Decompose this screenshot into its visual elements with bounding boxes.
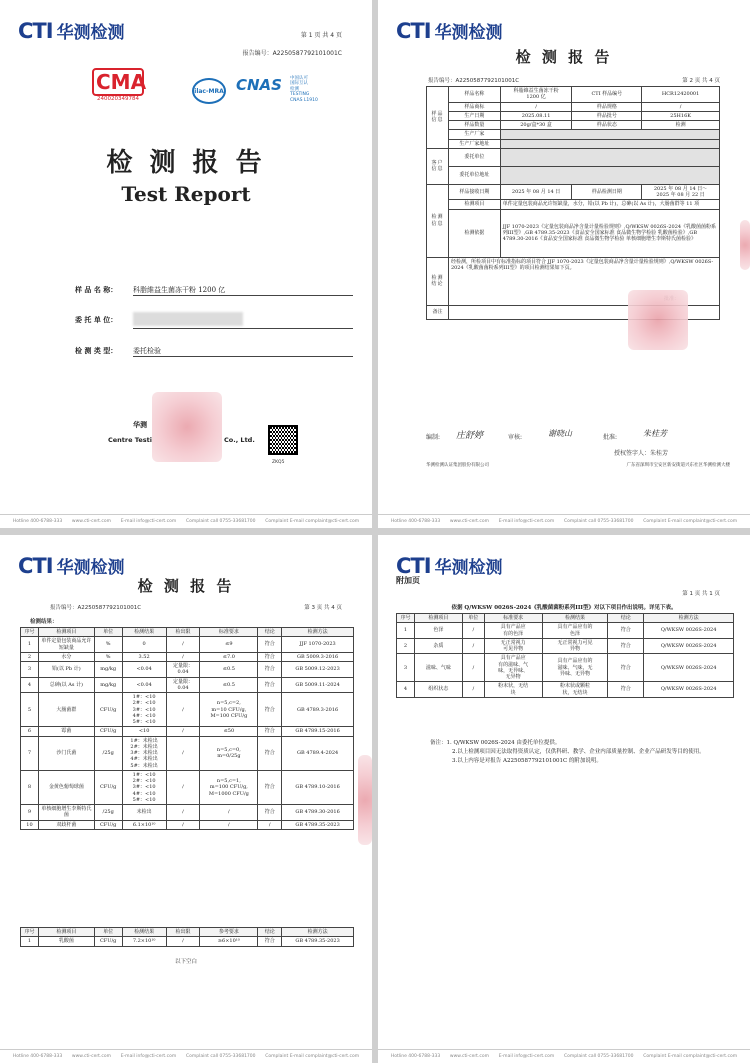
- table-cell: 滋味、气味: [414, 654, 462, 682]
- editor-signature: 庄舒婷: [456, 431, 484, 441]
- cti-logo-text: CTI: [18, 18, 53, 43]
- cell: 委托单位: [448, 148, 500, 166]
- table-cell: 7: [21, 736, 39, 770]
- cma-logo: CMA 240020349784: [92, 68, 144, 102]
- table-cell: GB 4789.15-2016: [282, 727, 354, 736]
- table-cell: 符合: [258, 770, 282, 804]
- table-cell: 组织状态: [414, 682, 462, 698]
- sample-value: 科脂維益生菌冻干粉 1200 亿: [133, 285, 353, 296]
- table-cell: 3: [21, 662, 39, 678]
- footer-hotline: Hotline 400-6788-333: [390, 1054, 441, 1059]
- ilac-mra-logo: ilac-MRA: [192, 78, 226, 104]
- table-cell: 10: [21, 820, 39, 829]
- table-cell: 双歧杆菌: [38, 820, 94, 829]
- table-cell: 3: [397, 654, 415, 682]
- table-cell: GB 4789.4-2024: [282, 736, 354, 770]
- footer-email[interactable]: E-mail info@cti-cert.com: [498, 1054, 555, 1059]
- cti-logo: [396, 18, 503, 43]
- table-cell: /: [258, 820, 282, 829]
- table-cell: 粉末状或颗粒 状，无结块: [542, 682, 608, 698]
- cell: 样品名称: [448, 87, 500, 103]
- redacted: [500, 166, 719, 184]
- brand-cn: 华测检测: [56, 558, 125, 578]
- cell: 委托单位地址: [448, 166, 500, 184]
- table-cell: /25g: [94, 736, 122, 770]
- cell: 2025 年 08 月 14 日: [500, 184, 572, 200]
- cell: 样品接收日期: [448, 184, 500, 200]
- table-row: [397, 638, 734, 654]
- cell: 生产日期: [448, 111, 500, 120]
- table-cell: Q/WKSW 0026S-2024: [644, 654, 734, 682]
- conclusion-text: 经检测，所检项目中有标准指标的项目符合 JJF 1070-2023《定量包装商品净含量计量检验规则》,Q/WKSW 0026S-2024《乳酸菌菌粉系列III型》的项目检测结果如下页。: [450, 258, 714, 271]
- cell: /: [642, 102, 720, 111]
- table-cell: 符合: [258, 677, 282, 693]
- table-cell: 符合: [258, 937, 282, 946]
- page-number: 第 1 页 共 1 页: [682, 591, 720, 597]
- table-row: [21, 693, 354, 727]
- brand-cn: 华测检测: [434, 23, 503, 43]
- section-sample: 样品信息: [427, 87, 449, 149]
- table-cell: 大肠菌群: [38, 693, 94, 727]
- company-cn: 华测: [133, 420, 147, 429]
- table-cell: /: [166, 693, 200, 727]
- table-cell: 6.1×10¹⁰: [122, 820, 166, 829]
- table-row: [21, 677, 354, 693]
- cell: 生产厂家地址: [448, 139, 500, 148]
- cnas-logo: CNAS: [236, 76, 282, 94]
- type-value: 委托检验: [133, 346, 353, 357]
- table-cell: 9: [21, 805, 39, 821]
- brand-cn: 华测检测: [434, 558, 503, 578]
- appendix-table: [396, 613, 734, 698]
- table-cell: CFU/g: [94, 770, 122, 804]
- table-cell: 1: [21, 637, 39, 653]
- results-label: 检测结果：: [30, 619, 58, 625]
- table-cell: JJF 1070-2023: [282, 637, 354, 653]
- cell: 2025.08.11: [500, 111, 572, 120]
- table-cell: ≤0.5: [200, 662, 258, 678]
- appendix-table-title: 依据 Q/WKSW 0026S-2024《乳酸菌菌粉系列III型》对以下项目作出说明。详见下表。: [451, 605, 677, 611]
- table-cell: 符合: [258, 637, 282, 653]
- table-cell: 符合: [608, 638, 644, 654]
- table-cell: 定量限： 0.04: [166, 677, 200, 693]
- table-cell: 无正常视力 可见异物: [484, 638, 542, 654]
- table-row: [21, 736, 354, 770]
- table-cell: <10: [122, 727, 166, 736]
- note-line: 2.以上检测项目因无法取得资质认定，仅供科研、教学、企业内部质量控制、企业产品研发等目的使用。: [452, 748, 705, 755]
- table-cell: /: [200, 820, 258, 829]
- cell: 检测: [642, 121, 720, 130]
- lactic-table: [20, 927, 354, 947]
- column-header: 序号: [397, 614, 415, 623]
- table-cell: %: [94, 652, 122, 661]
- footer-hotline: Hotline 400-6788-333: [12, 1054, 63, 1059]
- cell: 生产厂家: [448, 130, 500, 139]
- table-cell: 金黄色葡萄球菌: [38, 770, 94, 804]
- table-cell: 3.52: [122, 652, 166, 661]
- column-header: 检测结果: [122, 628, 166, 637]
- section-conclusion: 检测结论: [427, 257, 449, 305]
- table-cell: ≤7.0: [200, 652, 258, 661]
- table-cell: 具有产品应有的 色泽: [542, 623, 608, 639]
- table-cell: mg/kg: [94, 677, 122, 693]
- column-header: 检测方法: [644, 614, 734, 623]
- table-row: [21, 662, 354, 678]
- column-header: 检出限: [166, 628, 200, 637]
- table-cell: CFU/g: [94, 693, 122, 727]
- table-row: [21, 805, 354, 821]
- footer-www[interactable]: www.cti-cert.com: [71, 1054, 111, 1059]
- table-row: [21, 770, 354, 804]
- cell: 科脂維益生菌冻干粉 1200 亿: [500, 87, 572, 103]
- address-footer: 广东省深圳市宝安区新安街道兴东社区华测检测大楼: [626, 463, 730, 468]
- redacted: [500, 130, 719, 139]
- cell: 25H16K: [642, 111, 720, 120]
- table-cell: /: [462, 638, 484, 654]
- table-cell: %: [94, 637, 122, 653]
- title-cn: 检 测 报 告: [106, 148, 266, 178]
- table-cell: GB 4789.10-2016: [282, 770, 354, 804]
- footer-complaint: Complaint call 0755-33681700: [563, 519, 634, 524]
- column-header: 检出限: [166, 928, 200, 937]
- column-header: 参考要求: [200, 928, 258, 937]
- page-number: 第 2 页 共 4 页: [682, 78, 720, 84]
- table-cell: GB 4789.35-2023: [282, 937, 354, 946]
- table-cell: 符合: [258, 736, 282, 770]
- company-en-suffix: Co., Ltd.: [224, 436, 255, 444]
- table-row: [21, 637, 354, 653]
- cma-number: 240020349784: [97, 96, 139, 102]
- table-cell: <0.04: [122, 662, 166, 678]
- cell: 2025 年 08 月 14 日～ 2025 年 08 月 22 日: [642, 184, 720, 200]
- column-header: 标准要求: [484, 614, 542, 623]
- cell: JJF 1070-2023《定量包装商品净含量计量检验规则》,Q/WKSW 0026S-2024《乳酸菌菌粉系列III型》,GB 4789.35-2023《食品安全国家标准 食品微生物学检验 乳酸菌检验》,GB 4789.30-2016《食品安全国家标准 食品微生物学检验 单核细胞增生李斯特氏菌检验》: [500, 209, 719, 257]
- table-cell: 2: [21, 652, 39, 661]
- report-results-page: [0, 535, 372, 1063]
- table-row: [21, 937, 354, 946]
- table-cell: /: [166, 637, 200, 653]
- report-number: 报告编号：A2250587792101001C: [50, 605, 142, 611]
- table-cell: 4: [397, 682, 415, 698]
- table-cell: 符合: [258, 662, 282, 678]
- table-cell: /: [462, 623, 484, 639]
- cti-logo-text: CTI: [396, 553, 431, 578]
- report-number: 报告编号：A2250587792101001C: [242, 50, 342, 57]
- column-header: 检测结果: [122, 928, 166, 937]
- blank-below: 以下空白: [174, 959, 197, 965]
- table-cell: 1#：<10 2#：<10 3#：<10 4#：<10 5#：<10: [122, 770, 166, 804]
- footer-complaint: Complaint call 0755-33681700: [185, 519, 256, 524]
- client-value-redacted: [133, 312, 243, 326]
- column-header: 标准要求: [200, 628, 258, 637]
- client-label: 委 托 单 位：: [75, 315, 118, 324]
- table-cell: 霉菌: [38, 727, 94, 736]
- company-footer: 华测检测认证集团股份有限公司: [426, 463, 489, 468]
- table-cell: 符合: [258, 693, 282, 727]
- brand-cn: 华测检测: [56, 23, 125, 43]
- table-cell: 无正常视力可见 异物: [542, 638, 608, 654]
- footer-www[interactable]: www.cti-cert.com: [449, 1054, 489, 1059]
- column-header: 结论: [258, 928, 282, 937]
- editor-label: 编制:: [426, 434, 441, 441]
- redacted: [500, 139, 719, 148]
- table-cell: 具有产品应有的 滋味、气味，无 异味、无异物: [542, 654, 608, 682]
- column-header: 结论: [608, 614, 644, 623]
- title-en: Test Report: [121, 182, 251, 206]
- footer-email[interactable]: E-mail info@cti-cert.com: [120, 1054, 177, 1059]
- footer-complaint-email[interactable]: Complaint E-mail complaint@cti-cert.com: [265, 1054, 360, 1059]
- table-cell: /25g: [94, 805, 122, 821]
- table-cell: CFU/g: [94, 820, 122, 829]
- table-cell: 未检出: [122, 805, 166, 821]
- table-cell: 1: [397, 623, 415, 639]
- redacted-seal: [628, 290, 688, 350]
- table-cell: CFU/g: [94, 727, 122, 736]
- section-client: 客户信息: [427, 148, 449, 184]
- section-test: 检测信息: [427, 184, 449, 257]
- table-cell: ≤50: [200, 727, 258, 736]
- table-cell: 1#：未检出 2#：未检出 3#：未检出 4#：未检出 5#：未检出: [122, 736, 166, 770]
- table-cell: ≥6×10¹⁰: [200, 937, 258, 946]
- column-header: 单位: [94, 628, 122, 637]
- table-cell: 符合: [608, 654, 644, 682]
- footer-complaint: Complaint call 0755-33681700: [185, 1054, 256, 1059]
- table-cell: /: [166, 652, 200, 661]
- table-cell: 水分: [38, 652, 94, 661]
- footer: [378, 514, 750, 528]
- cell: 样品商标: [448, 102, 500, 111]
- cnas-text: 中国认可 国际互认 检测 TESTING CNAS L1910: [290, 76, 318, 103]
- column-header: 检测结果: [542, 614, 608, 623]
- table-cell: 粉末状，无结 块: [484, 682, 542, 698]
- table-cell: 1: [21, 937, 39, 946]
- table-cell: 铅(以 Pb 计): [38, 662, 94, 678]
- footer-www[interactable]: www.cti-cert.com: [449, 519, 489, 524]
- type-label: 检 测 类 型：: [75, 346, 118, 355]
- appendix-notes: [430, 739, 728, 765]
- table-cell: 1#：<10 2#：<10 3#：<10 4#：<10 5#：<10: [122, 693, 166, 727]
- table-cell: 符合: [258, 727, 282, 736]
- approver-label: 批准:: [603, 434, 618, 441]
- reviewer-signature: 谢晓山: [548, 429, 572, 438]
- table-cell: ≤9: [200, 637, 258, 653]
- table-cell: GB 4789.35-2023: [282, 820, 354, 829]
- table-cell: 色泽: [414, 623, 462, 639]
- table-cell: GB 4789.30-2016: [282, 805, 354, 821]
- column-header: 检测项目: [414, 614, 462, 623]
- page-number: 第 3 页 共 4 页: [304, 605, 342, 611]
- table-cell: 符合: [258, 805, 282, 821]
- table-cell: n=5,c=1, m=100 CFU/g, M=1000 CFU/g: [200, 770, 258, 804]
- cell: CTI 样品编号: [572, 87, 642, 103]
- column-header: 结论: [258, 628, 282, 637]
- footer: [378, 1049, 750, 1063]
- footer-complaint-email[interactable]: Complaint E-mail complaint@cti-cert.com: [643, 519, 738, 524]
- table-row: [397, 654, 734, 682]
- redacted-stamp-edge: [358, 755, 372, 845]
- cell: HCR12420001: [642, 87, 720, 103]
- appendix-subtitle: 附加页: [396, 575, 420, 585]
- footer: [0, 514, 372, 528]
- table-cell: 乳酸菌: [38, 937, 94, 946]
- section-note: 备注: [427, 305, 449, 319]
- cti-logo-text: CTI: [396, 18, 431, 43]
- company-en: Centre Testi: [108, 436, 152, 444]
- column-header: 检测方法: [282, 928, 354, 937]
- table-cell: /: [462, 682, 484, 698]
- cell: 样品批号: [572, 111, 642, 120]
- column-header: 检测方法: [282, 628, 354, 637]
- report-cover-page: [0, 0, 372, 528]
- approver-signature: 朱桂芳: [643, 429, 667, 438]
- table-cell: 符合: [608, 623, 644, 639]
- cell: 单件定量包装商品允许短缺量，水分，铅(以 Pb 计)，总砷(以 As 计)，大肠菌群等 11 项: [500, 200, 719, 209]
- cell: 样品状态: [572, 121, 642, 130]
- table-cell: /: [166, 736, 200, 770]
- table-cell: 具有产品应 有的色泽: [484, 623, 542, 639]
- table-cell: 沙门氏菌: [38, 736, 94, 770]
- table-cell: 4: [21, 677, 39, 693]
- table-cell: GB 5009.11-2024: [282, 677, 354, 693]
- table-cell: 定量限： 0.04: [166, 662, 200, 678]
- footer-www[interactable]: www.cti-cert.com: [71, 519, 111, 524]
- table-cell: Q/WKSW 0026S-2024: [644, 623, 734, 639]
- column-header: 序号: [21, 628, 39, 637]
- table-cell: mg/kg: [94, 662, 122, 678]
- cell: 样品检测日期: [572, 184, 642, 200]
- cell: 样品规格: [572, 102, 642, 111]
- cell: 样品数量: [448, 121, 500, 130]
- table-row: [21, 820, 354, 829]
- table-cell: 符合: [608, 682, 644, 698]
- table-row: [21, 652, 354, 661]
- qr-code: [268, 425, 298, 455]
- table-cell: 7.2×10¹⁰: [122, 937, 166, 946]
- footer: [0, 1049, 372, 1063]
- table-cell: 单件定量包装商品允许短缺量: [38, 637, 94, 653]
- sample-label: 样 品 名 称：: [75, 285, 118, 294]
- footer-email[interactable]: E-mail info@cti-cert.com: [498, 519, 555, 524]
- table-cell: 杂质: [414, 638, 462, 654]
- authorized-signer: 授权签字人：朱桂芳: [614, 450, 669, 457]
- page-title: 检 测 报 告: [515, 48, 613, 66]
- table-cell: /: [166, 770, 200, 804]
- footer-hotline: Hotline 400-6788-333: [12, 519, 63, 524]
- footer-hotline: Hotline 400-6788-333: [390, 519, 441, 524]
- cti-logo-text: CTI: [18, 553, 53, 578]
- cell: /: [500, 102, 572, 111]
- appendix-page: [378, 535, 750, 1063]
- table-cell: 8: [21, 770, 39, 804]
- column-header: 序号: [21, 928, 39, 937]
- table-cell: 具有产品应 有的滋味、气 味，无异味、 无异物: [484, 654, 542, 682]
- column-header: 单位: [462, 614, 484, 623]
- page-title: 检 测 报 告: [137, 577, 235, 595]
- table-cell: /: [462, 654, 484, 682]
- table-cell: GB 4789.3-2016: [282, 693, 354, 727]
- report-number: 报告编号：A2250587792101001C: [428, 78, 520, 84]
- cell: 检测依据: [448, 209, 500, 257]
- table-cell: n=5,c=2, m=10 CFU/g, M=100 CFU/g: [200, 693, 258, 727]
- table-row: [397, 623, 734, 639]
- info-table: [426, 86, 720, 320]
- results-table: [20, 627, 354, 830]
- reviewer-label: 审核:: [508, 434, 523, 441]
- qr-caption: ZKQ5: [272, 460, 285, 465]
- table-cell: 5: [21, 693, 39, 727]
- redacted-seal: [152, 392, 222, 462]
- table-cell: CFU/g: [94, 937, 122, 946]
- table-cell: ≤0.5: [200, 677, 258, 693]
- column-header: 单位: [94, 928, 122, 937]
- footer-complaint-email[interactable]: Complaint E-mail complaint@cti-cert.com: [265, 519, 360, 524]
- redacted-stamp-edge: [740, 220, 750, 270]
- footer-email[interactable]: E-mail info@cti-cert.com: [120, 519, 177, 524]
- cell: 20g/盒*30 盒: [500, 121, 572, 130]
- table-cell: /: [166, 820, 200, 829]
- table-cell: 6: [21, 727, 39, 736]
- report-info-page: [378, 0, 750, 528]
- table-cell: /: [166, 805, 200, 821]
- table-cell: Q/WKSW 0026S-2024: [644, 682, 734, 698]
- table-cell: 符合: [258, 652, 282, 661]
- table-cell: GB 5009.3-2016: [282, 652, 354, 661]
- table-cell: 总砷(以 As 计): [38, 677, 94, 693]
- table-row: [397, 682, 734, 698]
- table-cell: <0.04: [122, 677, 166, 693]
- table-cell: /: [166, 937, 200, 946]
- table-cell: n=5,c=0, m=0/25g: [200, 736, 258, 770]
- table-cell: 单核细胞增生李斯特氏菌: [38, 805, 94, 821]
- page-number: 第 1 页 共 4 页: [300, 32, 342, 39]
- table-cell: Q/WKSW 0026S-2024: [644, 638, 734, 654]
- table-cell: /: [200, 805, 258, 821]
- note-line: 3.以上内容是对报告 A2250587792101001C 的附加说明。: [452, 757, 602, 764]
- table-cell: GB 5009.12-2023: [282, 662, 354, 678]
- table-cell: 0: [122, 637, 166, 653]
- note-line: 备注：1. Q/WKSW 0026S-2024 由委托单位提供。: [430, 740, 561, 746]
- table-cell: /: [166, 727, 200, 736]
- footer-complaint-email[interactable]: Complaint E-mail complaint@cti-cert.com: [643, 1054, 738, 1059]
- cell: 检测项目: [448, 200, 500, 209]
- table-row: [21, 727, 354, 736]
- cti-logo: [18, 18, 125, 43]
- table-cell: 2: [397, 638, 415, 654]
- redacted: [500, 148, 719, 166]
- column-header: 检测项目: [38, 628, 94, 637]
- footer-complaint: Complaint call 0755-33681700: [563, 1054, 634, 1059]
- column-header: 检测项目: [38, 928, 94, 937]
